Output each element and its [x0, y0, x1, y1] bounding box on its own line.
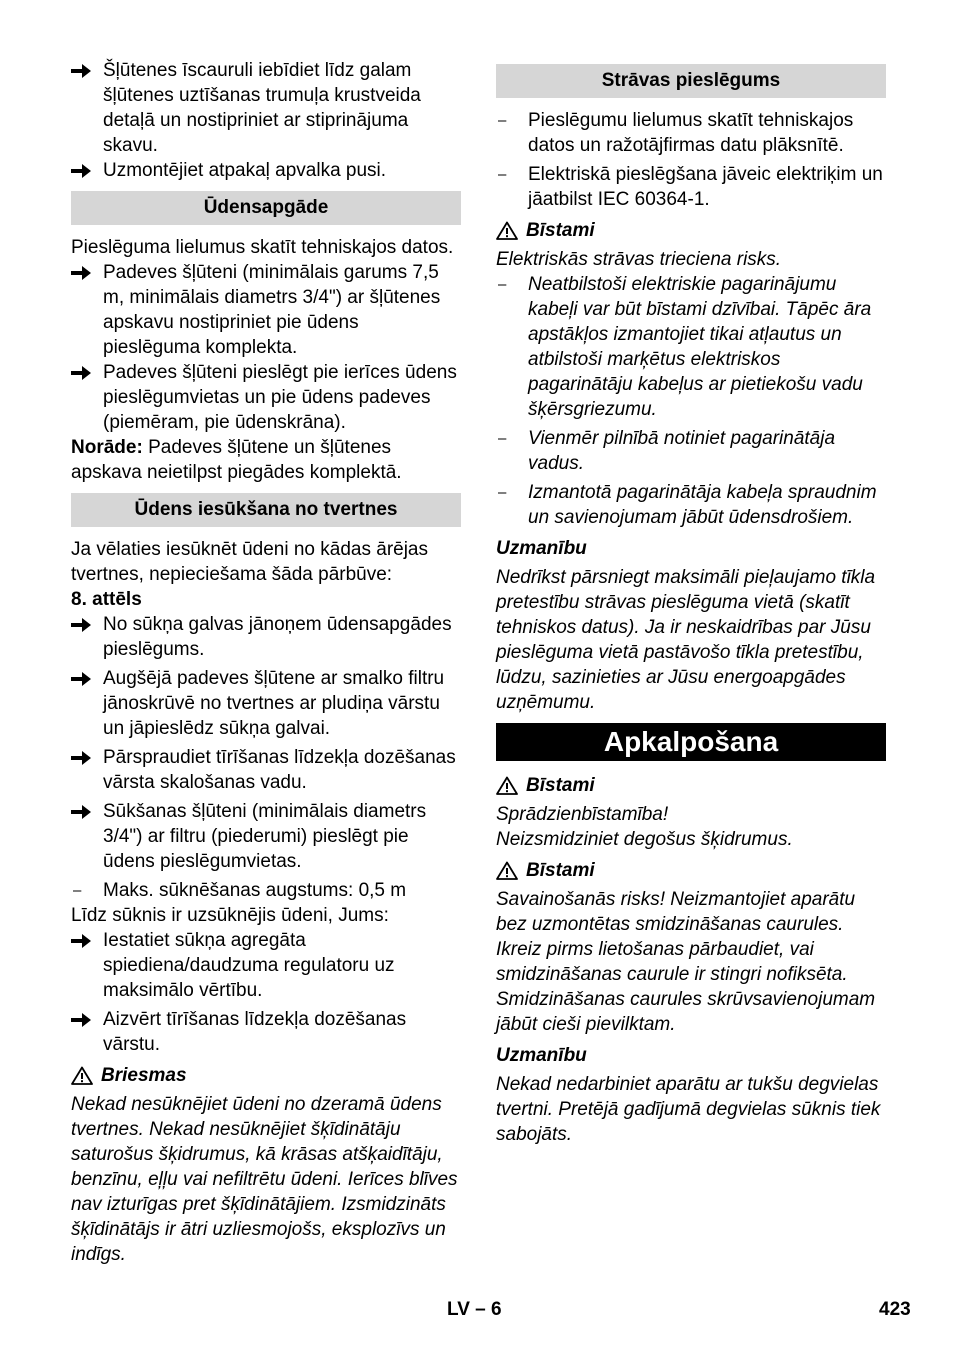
step-text: Padeves šļūteni pieslēgt pie ierīces ūdens pieslēgumvietas un pie ūdens padeves (piemēram, pie ūdenskrāna).	[103, 362, 457, 433]
warning-triangle-icon	[71, 1066, 93, 1085]
instruction-step	[71, 666, 461, 741]
danger-text: Savainošanās risks! Neizmantojiet aparātu bez uzmontētas smidzināšanas caurules. Ikreiz pirms lietošanas pārbaudiet, vai smidzināšanas caurule ir stingri nofiksēta. Smidzināšanas caurules skrūvsavienojumam jābūt cieši pievilktam.	[496, 889, 876, 1035]
instruction-step	[71, 928, 461, 1003]
instruction-step	[71, 612, 461, 662]
right-column	[496, 58, 886, 1147]
list-item	[496, 480, 886, 530]
arrow-icon	[71, 928, 99, 948]
note-label: Norāde:	[71, 437, 143, 458]
note-text: Padeves šļūtene un šļūtenes apskava neietilpst piegādes komplektā.	[71, 437, 402, 483]
dash-bullet: –	[498, 112, 507, 129]
section-heading-water-supply: Ūdensapgāde	[71, 191, 461, 225]
step-text: Pārspraudiet tīrīšanas līdzekļa dozēšanas vārsta skalošanas vadu.	[103, 747, 456, 793]
warning-triangle-icon	[496, 776, 518, 795]
step-text: Aizvērt tīrīšanas līdzekļa dozēšanas vārstu.	[103, 1009, 407, 1055]
danger-text: Nekad nesūknējiet ūdeni no dzeramā ūdens tvertnes. Nekad nesūknējiet šķīdinātāju saturošus šķidrumus, kā krāsas atšķaidītāju, benzīnu, eļļu vai nefiltrētu ūdeni. Ierīces blīves nav izturīgas pret šķīdinātājiem. Izsmidzināts šķīdinātājs ir ātri uzliesmojošs, eksplozīvs un indīgs.	[71, 1094, 458, 1265]
arrow-icon	[71, 260, 99, 280]
list-item-text: Maks. sūknēšanas augstums: 0,5 m	[103, 880, 407, 901]
caution-label: Uzmanību	[496, 538, 587, 559]
list-item	[496, 272, 886, 422]
instruction-step	[71, 1007, 461, 1057]
list-item	[496, 426, 886, 476]
danger-text-line: Sprādzienbīstamība!	[496, 804, 669, 825]
instruction-step	[71, 799, 461, 874]
arrow-icon	[71, 666, 99, 686]
list-item-text: Pieslēgumu lielumus skatīt tehniskajos datos un ražotājfirmas datu plāksnītē.	[528, 110, 854, 156]
danger-header	[496, 773, 886, 798]
dash-bullet: –	[498, 166, 507, 183]
paragraph: Līdz sūknis ir uzsūknējis ūdeni, Jums:	[71, 905, 389, 926]
caution-text: Nedrīkst pārsniegt maksimāli pieļaujamo tīkla pretestību strāvas pieslēguma vietā (skatīt tehniskos datus). Ja ir neskaidrības par Jūsu pieslēguma vietā pastāvošo tīkla pretestību, lūdzu, sazinieties ar Jūsu energoapgādes uzņēmumu.	[496, 567, 876, 713]
list-item	[496, 108, 886, 158]
left-column	[71, 58, 461, 1267]
section-heading-power: Strāvas pieslēgums	[496, 64, 886, 98]
arrow-icon	[71, 799, 99, 819]
warning-triangle-icon	[496, 861, 518, 880]
arrow-icon	[71, 1007, 99, 1027]
dash-bullet: –	[73, 882, 82, 899]
danger-label: Briesmas	[101, 1065, 187, 1086]
list-item	[71, 878, 461, 903]
instruction-step	[71, 360, 461, 435]
list-item	[496, 162, 886, 212]
figure-reference: 8. attēls	[71, 589, 142, 610]
dash-bullet: –	[498, 484, 507, 501]
danger-label: Bīstami	[526, 220, 595, 241]
arrow-icon	[71, 612, 99, 632]
step-text: Iestatiet sūkņa agregāta spiediena/daudzuma regulatoru uz maksimālo vērtību.	[103, 930, 395, 1001]
section-heading-suction: Ūdens iesūkšana no tvertnes	[71, 493, 461, 527]
danger-text: Elektriskās strāvas trieciena risks.	[496, 249, 782, 270]
list-item-text: Elektriskā pieslēgšana jāveic elektriķim un jāatbilst IEC 60364-1.	[528, 164, 883, 210]
instruction-step	[71, 158, 461, 183]
list-item-text: Izmantotā pagarinātāja kabeļa spraudnim un savienojumam jābūt ūdensdrošiem.	[528, 482, 877, 528]
footer-language: LV	[447, 1299, 470, 1320]
danger-text-line: Neizsmidziniet degošus šķidrumus.	[496, 829, 793, 850]
dash-bullet: –	[498, 430, 507, 447]
footer-section-page: – 6	[475, 1299, 502, 1320]
caution-label: Uzmanību	[496, 1045, 587, 1066]
danger-header	[71, 1063, 461, 1088]
instruction-step	[71, 260, 461, 360]
caution-text: Nekad nedarbiniet aparātu ar tukšu degvielas tvertni. Pretējā gadījumā degvielas sūknis tiek sabojāts.	[496, 1074, 881, 1145]
instruction-step	[71, 58, 461, 158]
instruction-step	[71, 745, 461, 795]
step-text: Padeves šļūteni (minimālais garums 7,5 m, minimālais diametrs 3/4") ar šļūtenes apskavu nostipriniet pie ūdens pieslēguma komplekta.	[103, 262, 441, 358]
note-paragraph	[71, 435, 461, 485]
dash-bullet: –	[498, 276, 507, 293]
chapter-heading-operation: Apkalpošana	[496, 723, 886, 761]
warning-triangle-icon	[496, 221, 518, 240]
danger-header	[496, 858, 886, 883]
step-text: Sūkšanas šļūteni (minimālais diametrs 3/4") ar filtru (piederumi) pieslēgt pie ūdens pieslēgumvietas.	[103, 801, 427, 872]
danger-label: Bīstami	[526, 775, 595, 796]
step-text: No sūkņa galvas jānoņem ūdensapgādes pieslēgums.	[103, 614, 452, 660]
step-text: Augšējā padeves šļūtene ar smalko filtru jānoskrūvē no tvertnes ar pludiņa vārstu un jāpieslēdz sūkņa galvai.	[103, 668, 445, 739]
page-number: 423	[879, 1299, 911, 1320]
danger-label: Bīstami	[526, 860, 595, 881]
arrow-icon	[71, 745, 99, 765]
footer-language-page	[447, 1297, 502, 1322]
step-text: Uzmontējiet atpakaļ apvalka pusi.	[103, 160, 387, 181]
paragraph: Ja vēlaties iesūknēt ūdeni no kādas ārējas tvertnes, nepieciešama šāda pārbūve:	[71, 539, 429, 585]
list-item-text: Vienmēr pilnībā notiniet pagarinātāja vadus.	[528, 428, 836, 474]
step-text: Šļūtenes īscauruli iebīdiet līdz galam šļūtenes uztīšanas trumuļa krustveida detaļā un nostipriniet ar stiprinājuma skavu.	[103, 60, 421, 156]
arrow-icon	[71, 58, 99, 78]
list-item-text: Neatbilstoši elektriskie pagarinājumu kabeļi var būt bīstami dzīvībai. Tāpēc āra apstākļos izmantojiet tikai atļautus un atbilstoši marķētus elektriskos pagarinātāju kabeļus ar pietiekošu vadu šķērsgriezumu.	[528, 274, 872, 420]
paragraph: Pieslēguma lielumus skatīt tehniskajos datos.	[71, 237, 454, 258]
danger-header	[496, 218, 886, 243]
arrow-icon	[71, 360, 99, 380]
arrow-icon	[71, 158, 99, 178]
